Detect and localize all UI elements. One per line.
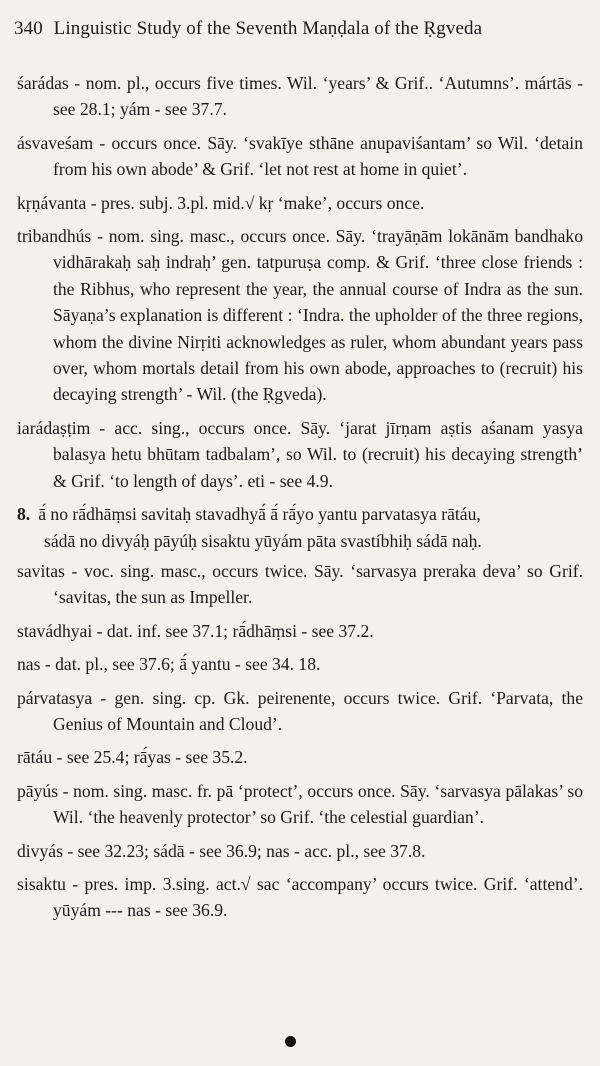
gloss-entry: śarádas - nom. pl., occurs five times. Wil. ‘years’ & Grif.. ‘Autumns’. mártās - see 28.1; yám - see 37.7. [17,73,583,120]
gloss-entry: savitas - voc. sing. masc., occurs twice. Sāy. ‘sarvasya preraka deva’ so Grif. ‘savitas, the sun as Impeller. [17,560,583,608]
gloss-entry: párvatasya - gen. sing. cp. Gk. peirenente, occurs twice. Grif. ‘Parvata, the Genius of Mountain and Cloud’. [17,687,583,734]
gloss-entry: pāyús - nom. sing. masc. fr. pā ‘protect’, occurs once. Sāy. ‘sarvasya pālakas’ so Wil. ‘the heavenly protector’ so Grif. ‘the celestial guardian’. [17,780,583,828]
verse-block [17,501,583,554]
gloss-entry: rātáu - see 25.4; rā́yas - see 35.2. [17,747,248,768]
gloss-entry: ásvaveśam - occurs once. Sāy. ‘svakīye sthāne anupaviśantam’ so Wil. ‘detain from his own abode’ & Grif. ‘let not rest at home in quiet’. [17,132,583,180]
verse-line-1 [17,501,583,527]
running-title: Linguistic Study of the Seventh Maṇḍala of the Ṛgveda [53,18,483,39]
gloss-entry: stavádhyai - dat. inf. see 37.1; rā́dhāṃsi - see 37.2. [17,620,374,641]
page-body [17,70,583,931]
page-number: 340 [14,18,43,39]
verse-text-1: ā́ no rā́dhāṃsi savitaḥ stavadhyā́ ā́ rā́yo yantu parvatasya rātáu, [38,504,481,525]
gloss-entry: divyás - see 32.23; sádā - see 36.9; nas - acc. pl., see 37.8. [17,840,426,861]
gloss-entry: kṛṇávanta - pres. subj. 3.pl. mid.√ kṛ ‘make’, occurs once. [17,192,425,213]
end-bullet [285,1036,296,1047]
page-header [14,18,482,40]
gloss-entry: tribandhús - nom. sing. masc., occurs once. Sāy. ‘trayāṇām lokānām bandhako vidhārakaḥ saḥ indraḥ’ gen. tatpuruṣa comp. & Grif. ‘three close friends : the Ribhus, who represent the year, the annual course of Indra as the sun. Sāyaṇa’s explanation is different : ‘Indra. the upholder of the three regions, whom the divine Nirṛiti acknowledges as ruler, whom abundant years pass over, whom mortals detail from his own abode, approaches to (recruit) his decaying strength’ - Wil. (the Ṛgveda). [17,226,583,405]
verse-line-2: sádā no divyáḥ pāyúḥ sisaktu yūyám pāta svastíbhiḥ sádā naḥ. [44,530,482,551]
gloss-entry: sisaktu - pres. imp. 3.sing. act.√ sac ‘accompany’ occurs twice. Grif. ‘attend’. yūyám --- nas - see 36.9. [17,873,583,921]
gloss-entry: nas - dat. pl., see 37.6; ā́ yantu - see 34. 18. [17,654,321,675]
gloss-entry: iarádaṣṭim - acc. sing., occurs once. Sāy. ‘jarat jīrṇam aṣtis aśanam yasya balasya hetu bhūtam tadbalam’, so Wil. to (recruit) his decaying strength’ & Grif. ‘to length of days’. eti - see 4.9. [17,417,583,491]
verse-number: 8. [17,504,31,525]
